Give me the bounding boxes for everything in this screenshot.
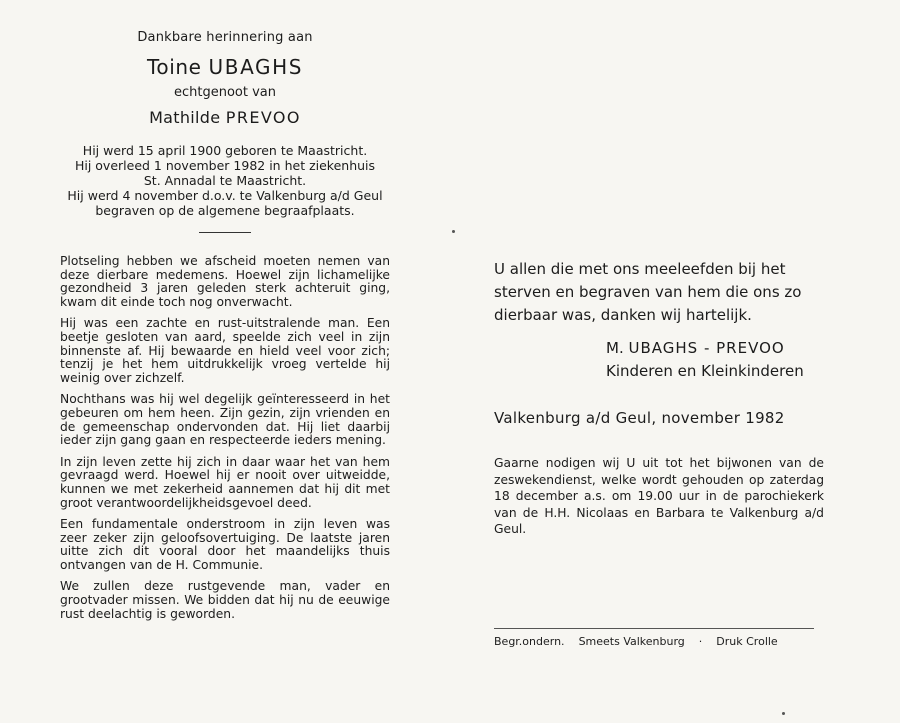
service-invitation: Gaarne nodigen wij U uit tot het bijwonen van de zeswekendienst, welke wordt gehouden op zaterdag 18 december a.s. om 19.00 uur in de parochiekerk van de H.H. Nicolaas en Barbara te Valkenburg a/d Geul. <box>494 456 824 536</box>
life-line: Hij werd 15 april 1900 geboren te Maastricht. <box>82 143 368 158</box>
deceased-name <box>60 55 390 79</box>
life-line: Hij overleed 1 november 1982 in het ziekenhuis <box>74 158 376 173</box>
left-column <box>60 24 390 629</box>
tribute-paragraph: Plotseling hebben we afscheid moeten nemen van deze dierbare medemens. Hoewel zijn lichamelijke gezondheid 3 jaren geleden sterk achteruit ging, kwam dit einde toch nog onverwacht. <box>60 254 390 309</box>
scan-speck <box>782 712 785 715</box>
thanks-text: U allen die met ons meeleefden bij het sterven en begraven van hem die ons zo dierbaar was, danken wij hartelijk. <box>494 260 802 324</box>
tribute-paragraph: Nochthans was hij wel degelijk geïnteresseerd in het gebeuren om hem heen. Zijn gezin, zijn vrienden en de gemeenschap ondervonden dat. Hij liet daarbij ieder zijn gang gaan en respecteerde ieders mening. <box>60 392 390 448</box>
tribute-paragraph: Een fundamentale onderstroom in zijn leven was zeer zeker zijn geloofsovertuiging. De laatste jaren uitte zich dit vooral door het maandelijks thuis ontvangen van de H. Communie. <box>60 517 390 572</box>
place-date: Valkenburg a/d Geul, november 1982 <box>494 409 785 427</box>
spouse-name <box>60 108 390 127</box>
life-line: Hij werd 4 november d.o.v. te Valkenburg a/d Geul <box>67 188 383 203</box>
signature-initial: M. <box>606 339 624 357</box>
spouse-label: echtgenoot van <box>173 85 276 100</box>
deceased-last-name: UBAGHS <box>208 55 304 79</box>
printer-name: Druk Crolle <box>716 635 778 648</box>
signature-surname: UBAGHS - PREVOO <box>628 339 785 357</box>
scan-speck <box>452 230 455 233</box>
signature-name <box>606 337 824 360</box>
intro-text: Dankbare herinnering aan <box>137 30 313 45</box>
divider-rule <box>199 232 251 233</box>
life-line: begraven op de algemene begraafplaats. <box>95 203 355 218</box>
undertaker-label: Begr.ondern. <box>494 635 565 648</box>
tribute-paragraph: In zijn leven zette hij zich in daar waar het van hem gevraagd werd. Hoewel hij er nooit over uitweidde, kunnen we met zekerheid aannemen dat hij dit met groot verantwoordelijkheidsgevoel deed. <box>60 454 390 510</box>
signature-block <box>606 337 824 383</box>
right-column <box>494 258 824 538</box>
spouse-last-name: PREVOO <box>225 108 301 127</box>
tribute-text <box>60 255 390 621</box>
deceased-first-name: Toine <box>146 55 202 79</box>
printer-credit <box>494 628 814 648</box>
separator-dot: · <box>698 635 703 648</box>
tribute-paragraph: We zullen deze rustgevende man, vader en grootvader missen. We bidden dat hij nu de eeuwige rust deelachtig is geworden. <box>60 579 390 621</box>
life-details <box>60 143 390 218</box>
spouse-first-name: Mathilde <box>149 108 221 127</box>
life-line: St. Annadal te Maastricht. <box>143 173 307 188</box>
signature-family: Kinderen en Kleinkinderen <box>606 362 804 380</box>
tribute-paragraph: Hij was een zachte en rust-uitstralende man. Een beetje gesloten van aard, speelde zich veel in zijn binnenste af. Hij bewaarde en hield veel voor zich; tenzij je het hem uitdrukkelijk vroeg vertelde hij weinig over zichzelf. <box>60 316 390 385</box>
undertaker-name: Smeets Valkenburg <box>578 635 685 648</box>
